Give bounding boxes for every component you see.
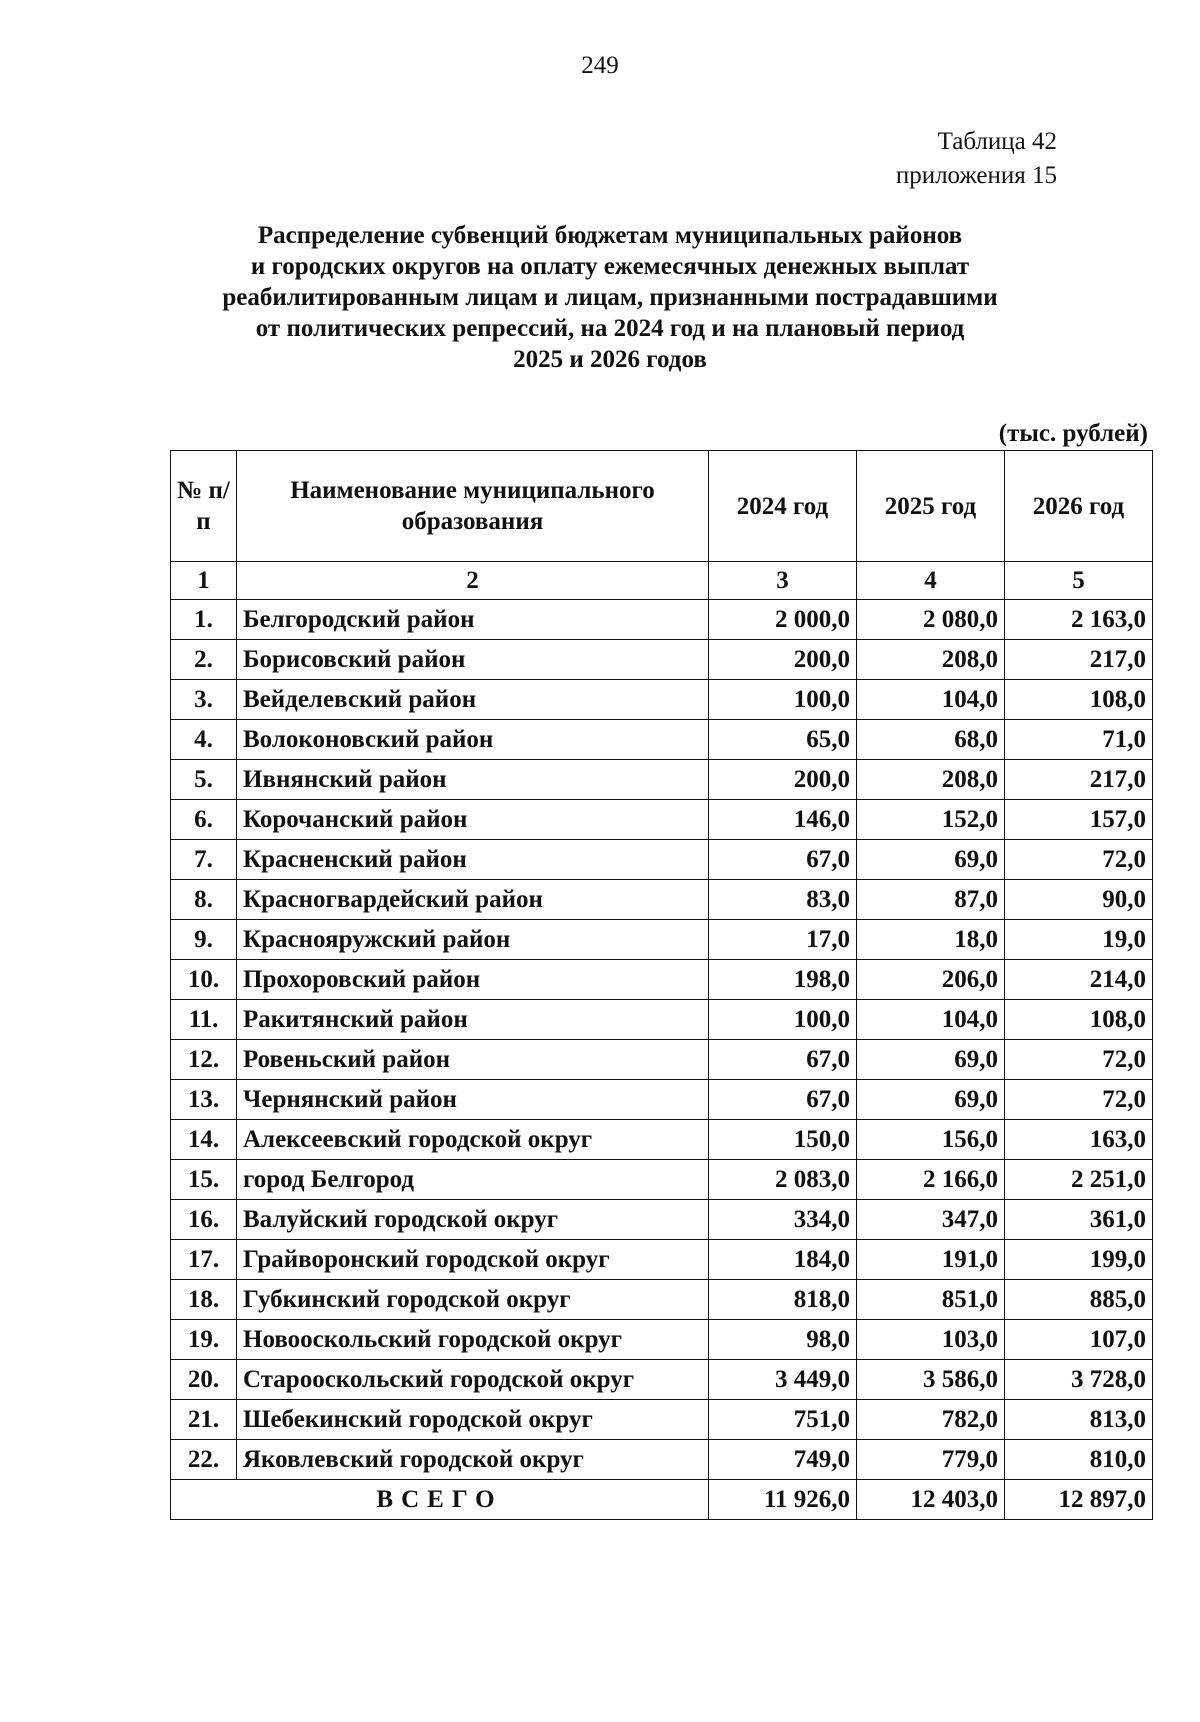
row-value-2025: 18,0 bbox=[857, 920, 1005, 960]
row-value-2024: 67,0 bbox=[709, 840, 857, 880]
row-value-2026: 107,0 bbox=[1005, 1320, 1153, 1360]
row-value-2026: 217,0 bbox=[1005, 760, 1153, 800]
title-line: от политических репрессий, на 2024 год и на плановый период bbox=[255, 315, 965, 342]
row-value-2024: 749,0 bbox=[709, 1440, 857, 1480]
row-name: Яковлевский городской округ bbox=[237, 1440, 709, 1480]
column-number: 1 bbox=[171, 562, 237, 600]
row-value-2025: 206,0 bbox=[857, 960, 1005, 1000]
row-value-2026: 108,0 bbox=[1005, 1000, 1153, 1040]
row-name: Валуйский городской округ bbox=[237, 1200, 709, 1240]
header-name: Наименование муниципального образования bbox=[237, 451, 709, 562]
row-value-2024: 150,0 bbox=[709, 1120, 857, 1160]
row-value-2025: 156,0 bbox=[857, 1120, 1005, 1160]
document-title bbox=[160, 220, 1060, 375]
table-row bbox=[171, 640, 1153, 680]
row-name: Прохоровский район bbox=[237, 960, 709, 1000]
row-value-2026: 2 163,0 bbox=[1005, 600, 1153, 640]
table-row bbox=[171, 760, 1153, 800]
table-row bbox=[171, 800, 1153, 840]
table-row bbox=[171, 680, 1153, 720]
header-2024: 2024 год bbox=[709, 451, 857, 562]
row-value-2026: 214,0 bbox=[1005, 960, 1153, 1000]
row-number: 9. bbox=[171, 920, 237, 960]
row-number: 12. bbox=[171, 1040, 237, 1080]
row-name: Губкинский городской округ bbox=[237, 1280, 709, 1320]
row-number: 13. bbox=[171, 1080, 237, 1120]
row-number: 2. bbox=[171, 640, 237, 680]
column-number: 2 bbox=[237, 562, 709, 600]
row-value-2024: 100,0 bbox=[709, 1000, 857, 1040]
row-value-2026: 3 728,0 bbox=[1005, 1360, 1153, 1400]
row-value-2024: 17,0 bbox=[709, 920, 857, 960]
row-name: Ровеньский район bbox=[237, 1040, 709, 1080]
total-2024: 11 926,0 bbox=[709, 1480, 857, 1520]
row-value-2026: 163,0 bbox=[1005, 1120, 1153, 1160]
row-name: Вейделевский район bbox=[237, 680, 709, 720]
row-number: 19. bbox=[171, 1320, 237, 1360]
row-value-2024: 200,0 bbox=[709, 760, 857, 800]
row-number: 17. bbox=[171, 1240, 237, 1280]
row-value-2026: 72,0 bbox=[1005, 1080, 1153, 1120]
row-value-2025: 104,0 bbox=[857, 1000, 1005, 1040]
row-value-2026: 361,0 bbox=[1005, 1200, 1153, 1240]
header-row bbox=[171, 451, 1153, 562]
row-name: Старооскольский городской округ bbox=[237, 1360, 709, 1400]
row-number: 15. bbox=[171, 1160, 237, 1200]
row-value-2025: 191,0 bbox=[857, 1240, 1005, 1280]
row-value-2025: 69,0 bbox=[857, 1080, 1005, 1120]
row-value-2024: 2 083,0 bbox=[709, 1160, 857, 1200]
row-value-2025: 2 080,0 bbox=[857, 600, 1005, 640]
column-number: 3 bbox=[709, 562, 857, 600]
title-line: и городских округов на оплату ежемесячных денежных выплат bbox=[250, 253, 970, 280]
row-name: Ивнянский район bbox=[237, 760, 709, 800]
table-row bbox=[171, 1400, 1153, 1440]
table-row bbox=[171, 1120, 1153, 1160]
row-value-2025: 782,0 bbox=[857, 1400, 1005, 1440]
row-name: Белгородский район bbox=[237, 600, 709, 640]
row-name: Красненский район bbox=[237, 840, 709, 880]
row-name: Борисовский район bbox=[237, 640, 709, 680]
row-value-2024: 3 449,0 bbox=[709, 1360, 857, 1400]
header-2025: 2025 год bbox=[857, 451, 1005, 562]
row-value-2026: 885,0 bbox=[1005, 1280, 1153, 1320]
row-value-2026: 2 251,0 bbox=[1005, 1160, 1153, 1200]
table-row bbox=[171, 960, 1153, 1000]
row-name: Алексеевский городской округ bbox=[237, 1120, 709, 1160]
row-number: 4. bbox=[171, 720, 237, 760]
row-value-2024: 334,0 bbox=[709, 1200, 857, 1240]
row-value-2024: 198,0 bbox=[709, 960, 857, 1000]
row-value-2024: 67,0 bbox=[709, 1040, 857, 1080]
table-row bbox=[171, 1280, 1153, 1320]
table-row bbox=[171, 1440, 1153, 1480]
row-number: 21. bbox=[171, 1400, 237, 1440]
row-value-2026: 19,0 bbox=[1005, 920, 1153, 960]
row-number: 7. bbox=[171, 840, 237, 880]
row-name: город Белгород bbox=[237, 1160, 709, 1200]
row-value-2025: 69,0 bbox=[857, 840, 1005, 880]
total-2026: 12 897,0 bbox=[1005, 1480, 1153, 1520]
table-row bbox=[171, 1320, 1153, 1360]
row-name: Красногвардейский район bbox=[237, 880, 709, 920]
title-line: реабилитированным лицам и лицам, признанными пострадавшими bbox=[222, 284, 998, 311]
row-value-2024: 184,0 bbox=[709, 1240, 857, 1280]
row-number: 1. bbox=[171, 600, 237, 640]
row-number: 8. bbox=[171, 880, 237, 920]
table-reference bbox=[896, 125, 1057, 193]
row-number: 3. bbox=[171, 680, 237, 720]
row-value-2024: 2 000,0 bbox=[709, 600, 857, 640]
table-ref-line: Таблица 42 bbox=[937, 128, 1057, 155]
row-value-2026: 199,0 bbox=[1005, 1240, 1153, 1280]
row-value-2025: 69,0 bbox=[857, 1040, 1005, 1080]
row-value-2024: 100,0 bbox=[709, 680, 857, 720]
column-number: 5 bbox=[1005, 562, 1153, 600]
row-value-2025: 104,0 bbox=[857, 680, 1005, 720]
row-name: Шебекинский городской округ bbox=[237, 1400, 709, 1440]
row-value-2025: 208,0 bbox=[857, 760, 1005, 800]
total-label: ВСЕГО bbox=[171, 1480, 709, 1520]
row-value-2026: 90,0 bbox=[1005, 880, 1153, 920]
title-line: Распределение субвенций бюджетам муниципальных районов bbox=[257, 222, 963, 249]
units-label: (тыс. рублей) bbox=[998, 420, 1148, 447]
row-value-2026: 810,0 bbox=[1005, 1440, 1153, 1480]
table-row bbox=[171, 920, 1153, 960]
row-value-2025: 152,0 bbox=[857, 800, 1005, 840]
row-name: Краснояружский район bbox=[237, 920, 709, 960]
row-value-2025: 68,0 bbox=[857, 720, 1005, 760]
row-name: Новооскольский городской округ bbox=[237, 1320, 709, 1360]
row-value-2024: 67,0 bbox=[709, 1080, 857, 1120]
row-name: Грайворонский городской округ bbox=[237, 1240, 709, 1280]
row-value-2025: 103,0 bbox=[857, 1320, 1005, 1360]
row-number: 11. bbox=[171, 1000, 237, 1040]
table-row bbox=[171, 1080, 1153, 1120]
row-name: Волоконовский район bbox=[237, 720, 709, 760]
header-num: № п/п bbox=[171, 451, 237, 562]
row-value-2026: 108,0 bbox=[1005, 680, 1153, 720]
row-value-2025: 87,0 bbox=[857, 880, 1005, 920]
row-number: 10. bbox=[171, 960, 237, 1000]
row-value-2024: 146,0 bbox=[709, 800, 857, 840]
row-value-2026: 813,0 bbox=[1005, 1400, 1153, 1440]
row-value-2025: 3 586,0 bbox=[857, 1360, 1005, 1400]
table-row bbox=[171, 880, 1153, 920]
row-value-2025: 851,0 bbox=[857, 1280, 1005, 1320]
row-value-2025: 779,0 bbox=[857, 1440, 1005, 1480]
row-value-2025: 347,0 bbox=[857, 1200, 1005, 1240]
total-2025: 12 403,0 bbox=[857, 1480, 1005, 1520]
row-name: Чернянский район bbox=[237, 1080, 709, 1120]
row-value-2024: 98,0 bbox=[709, 1320, 857, 1360]
row-value-2026: 217,0 bbox=[1005, 640, 1153, 680]
row-name: Корочанский район bbox=[237, 800, 709, 840]
row-number: 20. bbox=[171, 1360, 237, 1400]
header-2026: 2026 год bbox=[1005, 451, 1153, 562]
table-row bbox=[171, 1040, 1153, 1080]
page-number: 249 bbox=[581, 52, 619, 79]
row-number: 5. bbox=[171, 760, 237, 800]
row-number: 16. bbox=[171, 1200, 237, 1240]
row-value-2026: 72,0 bbox=[1005, 1040, 1153, 1080]
row-value-2024: 200,0 bbox=[709, 640, 857, 680]
row-value-2025: 208,0 bbox=[857, 640, 1005, 680]
row-value-2026: 72,0 bbox=[1005, 840, 1153, 880]
table-row bbox=[171, 1000, 1153, 1040]
row-value-2024: 65,0 bbox=[709, 720, 857, 760]
table-row bbox=[171, 1240, 1153, 1280]
row-value-2024: 83,0 bbox=[709, 880, 857, 920]
title-line: 2025 и 2026 годов bbox=[513, 346, 707, 373]
row-name: Ракитянский район bbox=[237, 1000, 709, 1040]
row-value-2026: 157,0 bbox=[1005, 800, 1153, 840]
table-row bbox=[171, 840, 1153, 880]
total-row bbox=[171, 1480, 1153, 1520]
table-row bbox=[171, 600, 1153, 640]
row-value-2024: 818,0 bbox=[709, 1280, 857, 1320]
row-value-2026: 71,0 bbox=[1005, 720, 1153, 760]
row-number: 22. bbox=[171, 1440, 237, 1480]
row-number: 14. bbox=[171, 1120, 237, 1160]
subvention-table bbox=[170, 450, 1153, 1520]
row-value-2025: 2 166,0 bbox=[857, 1160, 1005, 1200]
column-number: 4 bbox=[857, 562, 1005, 600]
row-number: 6. bbox=[171, 800, 237, 840]
table-row bbox=[171, 720, 1153, 760]
table-row bbox=[171, 1200, 1153, 1240]
column-numbers-row bbox=[171, 562, 1153, 600]
table-row bbox=[171, 1160, 1153, 1200]
table-row bbox=[171, 1360, 1153, 1400]
row-value-2024: 751,0 bbox=[709, 1400, 857, 1440]
table-ref-line: приложения 15 bbox=[895, 162, 1057, 189]
row-number: 18. bbox=[171, 1280, 237, 1320]
